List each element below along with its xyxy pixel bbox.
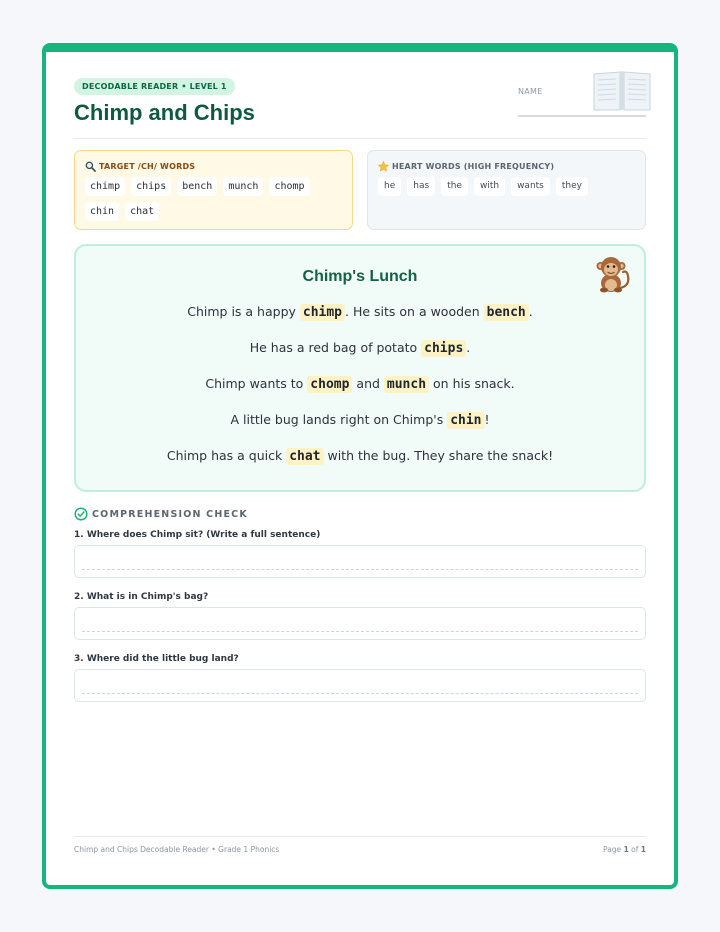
question-3: 3. Where did the little bug land? bbox=[74, 654, 239, 664]
question-2: 2. What is in Chimp's bag? bbox=[74, 592, 209, 602]
level-badge: DECODABLE READER • LEVEL 1 bbox=[74, 78, 235, 95]
heart-words-heading-text: HEART WORDS (HIGH FREQUENCY) bbox=[392, 161, 555, 171]
footer-divider bbox=[74, 836, 646, 837]
answer-field-2[interactable] bbox=[74, 607, 646, 640]
heart-words-box bbox=[367, 150, 646, 230]
answer-field-3[interactable] bbox=[74, 669, 646, 702]
answer-guide-line bbox=[82, 569, 638, 570]
story-text: He has a red bag of potato bbox=[249, 340, 422, 355]
answer-field-1[interactable] bbox=[74, 545, 646, 578]
heart-word-chip: wants bbox=[511, 177, 550, 196]
story-title: Chimp's Lunch bbox=[302, 268, 418, 285]
target-word-chip: chimp bbox=[85, 177, 125, 196]
target-word-chip: munch bbox=[223, 177, 263, 196]
story-text: Chimp is a happy bbox=[187, 304, 300, 319]
target-word-chip: bench bbox=[177, 177, 217, 196]
target-word-chip: chomp bbox=[269, 177, 309, 196]
story-target-word: chips bbox=[421, 340, 466, 357]
story-line-4 bbox=[76, 412, 644, 428]
page-number bbox=[603, 845, 646, 854]
story-target-word: munch bbox=[384, 376, 429, 393]
story-text: . bbox=[466, 340, 471, 355]
story-text: . bbox=[528, 304, 533, 319]
footer-caption: Chimp and Chips Decodable Reader • Grade 1 Phonics bbox=[74, 845, 280, 854]
story-line-3 bbox=[76, 376, 644, 392]
answer-guide-line bbox=[82, 693, 638, 694]
heart-word-chip: the bbox=[441, 177, 468, 196]
magnifier-icon bbox=[85, 161, 96, 172]
story-line-5 bbox=[76, 448, 644, 464]
story-text: A little bug lands right on Chimp's bbox=[230, 412, 448, 427]
target-words-heading-text: TARGET /CH/ WORDS bbox=[99, 161, 196, 171]
worksheet-page bbox=[42, 43, 678, 889]
heart-word-chip: he bbox=[378, 177, 401, 196]
monkey-icon bbox=[592, 254, 632, 294]
page-title: Chimp and Chips bbox=[74, 100, 255, 125]
page-number-total: 1 bbox=[640, 845, 646, 854]
heart-words-heading bbox=[378, 160, 635, 172]
story-target-word: chimp bbox=[300, 304, 345, 321]
heart-word-chip: they bbox=[556, 177, 588, 196]
heart-word-chip: has bbox=[407, 177, 435, 196]
story-panel bbox=[74, 244, 646, 492]
story-text: and bbox=[352, 376, 384, 391]
name-write-line[interactable] bbox=[518, 115, 646, 117]
comprehension-heading-text: COMPREHENSION CHECK bbox=[92, 508, 248, 520]
header-divider bbox=[74, 138, 646, 139]
page-number-of: of bbox=[628, 845, 641, 854]
story-text: ! bbox=[484, 412, 490, 427]
check-circle-icon bbox=[74, 507, 88, 521]
open-book-icon bbox=[592, 66, 652, 112]
heart-word-chip: with bbox=[474, 177, 505, 196]
story-target-word: chat bbox=[286, 448, 323, 465]
story-line-1 bbox=[76, 304, 644, 320]
target-word-chip: chat bbox=[125, 202, 159, 221]
name-label: NAME bbox=[518, 87, 543, 96]
target-words-list bbox=[85, 177, 342, 221]
heart-words-list bbox=[378, 177, 635, 196]
story-text: Chimp wants to bbox=[205, 376, 308, 391]
comprehension-heading bbox=[74, 507, 248, 521]
story-text: . He sits on a wooden bbox=[345, 304, 484, 319]
target-words-heading bbox=[85, 160, 342, 172]
question-1: 1. Where does Chimp sit? (Write a full sentence) bbox=[74, 530, 321, 540]
story-text: with the bug. They share the snack! bbox=[323, 448, 554, 463]
story-text: on his snack. bbox=[429, 376, 515, 391]
target-word-chip: chin bbox=[85, 202, 119, 221]
target-word-chip: chips bbox=[131, 177, 171, 196]
target-words-box bbox=[74, 150, 353, 230]
answer-guide-line bbox=[82, 631, 638, 632]
story-line-2 bbox=[76, 340, 644, 356]
story-target-word: chin bbox=[447, 412, 484, 429]
story-target-word: bench bbox=[484, 304, 529, 321]
star-icon bbox=[378, 161, 389, 172]
page-number-prefix: Page bbox=[603, 845, 624, 854]
story-text: Chimp has a quick bbox=[166, 448, 287, 463]
page-number-current: 1 bbox=[623, 845, 629, 854]
story-target-word: chomp bbox=[307, 376, 352, 393]
